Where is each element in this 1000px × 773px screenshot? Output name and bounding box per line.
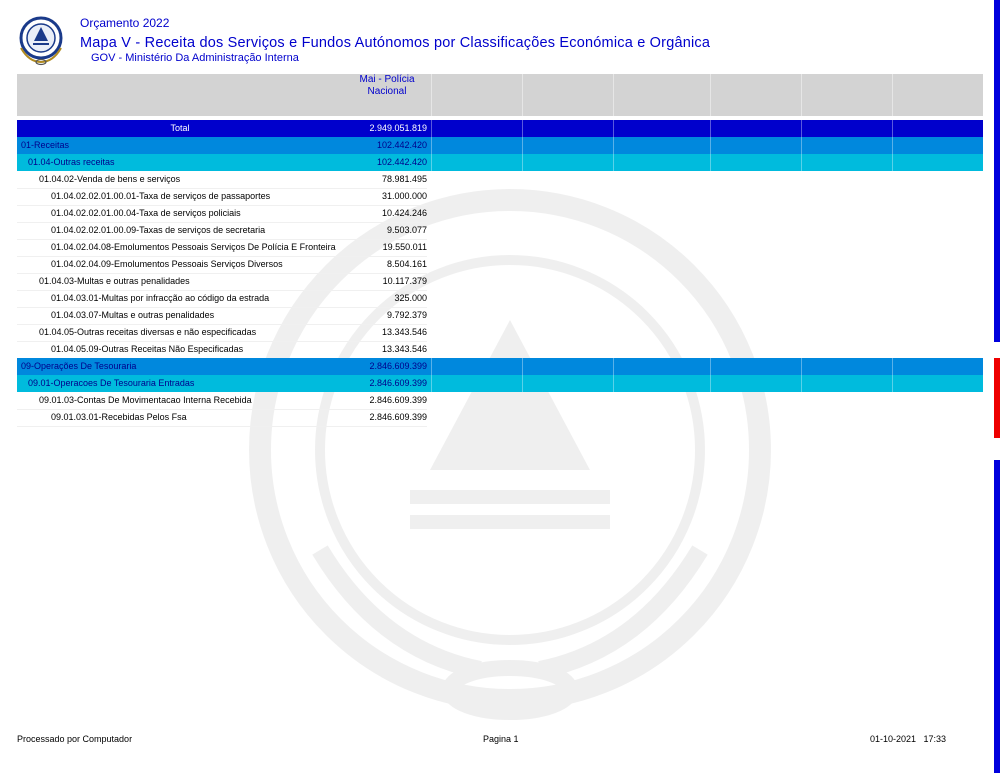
header-col-divider <box>522 74 523 116</box>
row-col-divider <box>431 120 432 137</box>
header-col-divider <box>710 74 711 116</box>
row-col-divider <box>522 375 523 392</box>
row-value: 19.550.011 <box>343 239 427 257</box>
row-label: 01.04.05-Outras receitas diversas e não especificadas <box>17 324 365 342</box>
row-col-divider <box>522 137 523 154</box>
row-label: 01.04.02.04.09-Emolumentos Pessoais Serviços Diversos <box>17 256 377 274</box>
row-value: 9.792.379 <box>343 307 427 325</box>
edge-stripe-blue-bottom <box>994 460 1000 773</box>
table-row <box>17 188 983 205</box>
row-label: Total <box>170 123 190 133</box>
row-value: 2.949.051.819 <box>369 123 427 133</box>
table-row <box>17 239 983 256</box>
footer-page-number: Pagina 1 <box>483 734 519 744</box>
row-label: 09.01-Operacoes De Tesouraria Entradas <box>28 378 195 388</box>
row-col-divider <box>522 154 523 171</box>
row-col-divider <box>431 137 432 154</box>
row-label: 01.04.03.07-Multas e outras penalidades <box>17 307 377 325</box>
table-body <box>17 120 983 426</box>
row-col-divider <box>431 358 432 375</box>
table-row <box>17 392 983 409</box>
row-col-divider <box>710 154 711 171</box>
row-label: 01.04.02.02.01.00.01-Taxa de serviços de passaportes <box>17 188 377 206</box>
row-value: 325.000 <box>343 290 427 308</box>
row-value: 13.343.546 <box>343 324 427 342</box>
row-col-divider <box>613 120 614 137</box>
row-value: 9.503.077 <box>343 222 427 240</box>
row-col-divider <box>892 375 893 392</box>
row-label: 01.04.02.02.01.00.04-Taxa de serviços policiais <box>17 205 377 223</box>
revenue-table <box>17 74 983 426</box>
header-col-divider <box>613 74 614 116</box>
row-col-divider <box>710 375 711 392</box>
table-row <box>17 205 983 222</box>
row-value: 31.000.000 <box>343 188 427 206</box>
table-row <box>17 358 983 375</box>
ministry-subtitle: GOV - Ministério Da Administração Interna <box>91 52 299 64</box>
table-row <box>17 256 983 273</box>
row-label: 01.04-Outras receitas <box>28 157 115 167</box>
row-value: 102.442.420 <box>376 140 427 150</box>
row-col-divider <box>613 358 614 375</box>
row-col-divider <box>613 137 614 154</box>
row-col-divider <box>892 358 893 375</box>
row-col-divider <box>710 120 711 137</box>
table-row <box>17 341 983 358</box>
row-col-divider <box>613 375 614 392</box>
row-value: 13.343.546 <box>343 341 427 359</box>
budget-year-label: Orçamento 2022 <box>80 16 170 30</box>
header-col-divider <box>892 74 893 116</box>
row-col-divider <box>613 154 614 171</box>
row-col-divider <box>801 137 802 154</box>
row-label: 09.01.03.01-Recebidas Pelos Fsa <box>17 409 377 427</box>
row-label: 01.04.02-Venda de bens e serviços <box>17 171 365 189</box>
row-label: 01.04.05.09-Outras Receitas Não Especificadas <box>17 341 377 359</box>
row-value: 2.846.609.399 <box>369 361 427 371</box>
row-col-divider <box>710 137 711 154</box>
footer-processed-by: Processado por Computador <box>17 734 133 744</box>
table-row <box>17 171 983 188</box>
row-col-divider <box>801 154 802 171</box>
row-label: 01-Receitas <box>21 140 70 150</box>
row-label: 01.04.03-Multas e outras penalidades <box>17 273 365 291</box>
row-value: 78.981.495 <box>343 171 427 189</box>
page-title: Mapa V - Receita dos Serviços e Fundos Autónomos por Classificações Económica e Orgânica <box>80 35 711 51</box>
row-col-divider <box>892 120 893 137</box>
table-row <box>17 222 983 239</box>
row-col-divider <box>431 154 432 171</box>
table-row <box>17 324 983 341</box>
row-col-divider <box>801 375 802 392</box>
table-row <box>17 137 983 154</box>
row-value: 10.117.379 <box>343 273 427 291</box>
table-row <box>17 409 983 426</box>
edge-stripe-red <box>994 358 1000 438</box>
table-row <box>17 154 983 171</box>
emblem-logo-icon <box>15 14 67 66</box>
table-row <box>17 307 983 324</box>
row-col-divider <box>710 358 711 375</box>
row-col-divider <box>892 137 893 154</box>
row-value: 8.504.161 <box>343 256 427 274</box>
row-col-divider <box>801 120 802 137</box>
header-col-divider <box>801 74 802 116</box>
table-row <box>17 120 983 137</box>
table-header <box>17 74 983 116</box>
row-value: 102.442.420 <box>376 157 427 167</box>
row-label: 01.04.03.01-Multas por infracção ao código da estrada <box>17 290 377 308</box>
row-value: 2.846.609.399 <box>343 392 427 410</box>
column-header-mai-policia-nacional: Mai - Polícia Nacional <box>359 74 415 97</box>
row-col-divider <box>522 358 523 375</box>
row-label: 09.01.03-Contas De Movimentacao Interna Recebida <box>17 392 365 410</box>
row-col-divider <box>431 375 432 392</box>
row-value: 10.424.246 <box>343 205 427 223</box>
row-label: 01.04.02.02.01.00.09-Taxas de serviços de secretaria <box>17 222 377 240</box>
table-row <box>17 273 983 290</box>
row-label: 01.04.02.04.08-Emolumentos Pessoais Serviços De Polícia E Fronteira <box>17 239 377 257</box>
header-col-divider <box>431 74 432 116</box>
footer-datetime: 01-10-2021 17:33 <box>870 734 947 744</box>
table-row <box>17 290 983 307</box>
row-value: 2.846.609.399 <box>369 378 427 388</box>
table-row <box>17 375 983 392</box>
row-col-divider <box>892 154 893 171</box>
row-col-divider <box>522 120 523 137</box>
row-label: 09-Operações De Tesouraria <box>21 361 137 371</box>
row-col-divider <box>801 358 802 375</box>
edge-stripe-blue-top <box>994 0 1000 342</box>
row-value: 2.846.609.399 <box>343 409 427 427</box>
